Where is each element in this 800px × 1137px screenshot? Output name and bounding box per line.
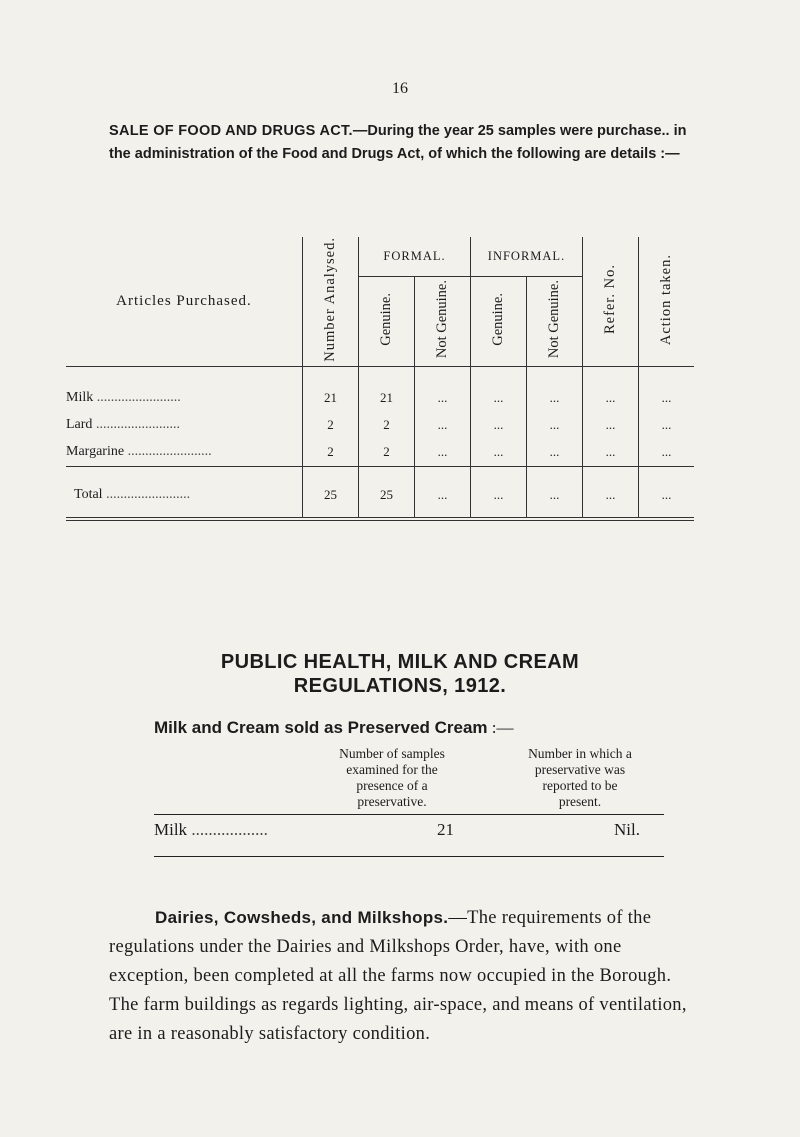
article-label: Milk ........................: [66, 390, 181, 406]
article-label: Margarine ........................: [66, 444, 212, 460]
preservative-present-value: Nil.: [614, 820, 640, 839]
formal-genuine-cell: 25: [359, 466, 415, 519]
informal-not-cell: ...: [527, 439, 583, 467]
informal-genuine-cell: ...: [471, 466, 527, 519]
informal-not-cell: ...: [527, 366, 583, 412]
informal-genuine-cell: ...: [471, 412, 527, 439]
samples-examined-header: Number of samples examined for the presence of a preservative.: [339, 746, 445, 809]
formal-not-cell: ...: [415, 412, 471, 439]
intro-text: —During the year 25 samples were purchase.. in the administration of the Food and Drugs Act, of which the following are details :—: [109, 123, 687, 162]
refer-cell: ...: [583, 466, 639, 519]
total-label: Total ........................: [66, 466, 303, 519]
informal-genuine-cell: ...: [471, 439, 527, 467]
refer-cell: ...: [583, 439, 639, 467]
dairies-heading: Dairies, Cowsheds, and Milkshops.: [155, 908, 449, 927]
analysed-cell: 21: [303, 366, 359, 412]
informal-genuine-cell: ...: [471, 366, 527, 412]
action-cell: ...: [639, 466, 695, 519]
table-row: [66, 412, 694, 439]
articles-header: Articles Purchased.: [66, 237, 303, 366]
samples-table: [66, 237, 694, 521]
informal-not-cell: ...: [527, 412, 583, 439]
formal-genuine-cell: 2: [359, 412, 415, 439]
informal-not-genuine-header: Not Genuine.: [527, 276, 583, 366]
table-rule-top: [154, 814, 664, 815]
formal-genuine-cell: 21: [359, 366, 415, 412]
number-analysed-header: Number Analysed.: [303, 237, 359, 366]
dairies-text: —The requirements of the regulations under the Dairies and Milkshops Order, have, with one exception, been completed at all the farms now occupied in the Borough. The farm buildings as regards lighting, air-space, and means of ventilation, are in a reasonably satisfactory condition.: [109, 908, 687, 1044]
page-number: 16: [392, 80, 408, 97]
informal-header: INFORMAL.: [471, 237, 583, 276]
formal-genuine-header: Genuine.: [359, 276, 415, 366]
action-cell: ...: [639, 366, 695, 412]
analysed-cell: 25: [303, 466, 359, 519]
formal-not-cell: ...: [415, 366, 471, 412]
action-taken-header: Action taken.: [639, 237, 695, 366]
public-health-heading: PUBLIC HEALTH, MILK AND CREAM REGULATIONS, 1912.: [220, 651, 580, 697]
total-row: [66, 466, 694, 519]
refer-cell: ...: [583, 412, 639, 439]
table-row: [66, 439, 694, 467]
preservative-reported-header: Number in which a preservative was reported to be present.: [528, 746, 632, 809]
action-cell: ...: [639, 439, 695, 467]
formal-not-cell: ...: [415, 439, 471, 467]
formal-header: FORMAL.: [359, 237, 471, 276]
milk-label: Milk ..................: [154, 820, 268, 839]
table-row: [66, 366, 694, 412]
formal-not-genuine-header: Not Genuine.: [415, 276, 471, 366]
dairies-paragraph: [109, 903, 689, 1049]
table-rule-bottom: [154, 856, 664, 857]
informal-not-cell: ...: [527, 466, 583, 519]
refer-no-header: Refer. No.: [583, 237, 639, 366]
analysed-cell: 2: [303, 439, 359, 467]
formal-not-cell: ...: [415, 466, 471, 519]
informal-genuine-header: Genuine.: [471, 276, 527, 366]
intro-paragraph: [109, 120, 689, 166]
article-label: Lard ........................: [66, 417, 180, 433]
section-heading: SALE OF FOOD AND DRUGS ACT.: [109, 123, 353, 139]
refer-cell: ...: [583, 366, 639, 412]
analysed-cell: 2: [303, 412, 359, 439]
samples-examined-value: 21: [437, 820, 454, 839]
action-cell: ...: [639, 412, 695, 439]
milk-cream-subheading: Milk and Cream sold as Preserved Cream :—: [154, 718, 514, 737]
formal-genuine-cell: 2: [359, 439, 415, 467]
